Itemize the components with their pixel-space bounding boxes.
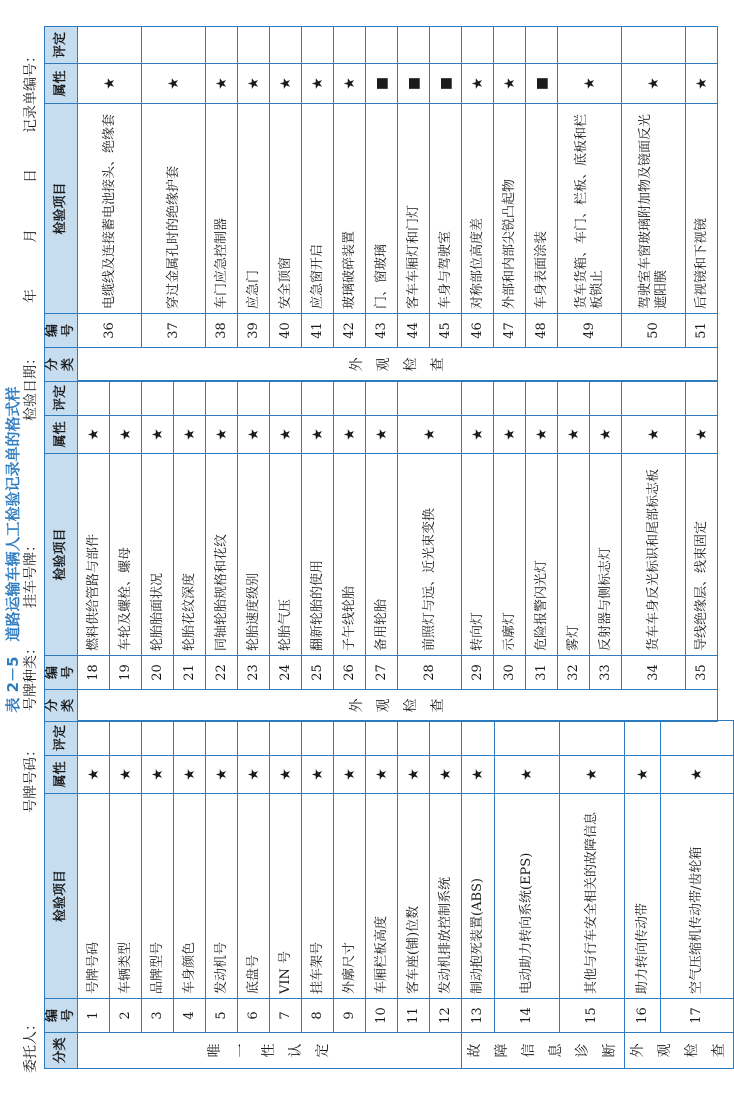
item-attribute: ★ bbox=[302, 756, 334, 794]
category-cell bbox=[78, 348, 718, 382]
trailer-plate-label: 挂车号牌： bbox=[23, 538, 39, 608]
rating-cell[interactable] bbox=[78, 721, 110, 756]
item-number: 27 bbox=[366, 656, 398, 690]
rating-cell[interactable] bbox=[270, 721, 302, 756]
client-label: 委托人： bbox=[23, 1017, 39, 1073]
item-number: 10 bbox=[366, 999, 398, 1033]
table-row bbox=[559, 721, 624, 1069]
item-attribute: ★ bbox=[558, 64, 622, 104]
rating-cell[interactable] bbox=[494, 381, 526, 416]
item-attribute: ■ bbox=[366, 64, 398, 104]
rating-cell[interactable] bbox=[142, 381, 174, 416]
item-name: 燃料供给管路与部件 bbox=[78, 454, 110, 656]
item-attribute: ★ bbox=[462, 416, 494, 454]
item-number: 26 bbox=[334, 656, 366, 690]
table-row bbox=[622, 381, 686, 722]
item-attribute: ★ bbox=[78, 64, 142, 104]
table-row bbox=[366, 721, 398, 1069]
item-number: 4 bbox=[174, 999, 206, 1033]
rating-cell[interactable] bbox=[430, 721, 462, 756]
item-name: 其他与行车安全相关的故障信息 bbox=[559, 794, 624, 999]
col-item: 检验项目 bbox=[45, 794, 78, 999]
col-attribute: 属性 bbox=[45, 64, 78, 104]
rating-cell[interactable] bbox=[302, 381, 334, 416]
rating-cell[interactable] bbox=[494, 27, 526, 64]
table-row bbox=[270, 721, 302, 1069]
item-attribute: ★ bbox=[625, 756, 661, 794]
item-attribute: ★ bbox=[206, 756, 238, 794]
item-name: 备用轮胎 bbox=[366, 454, 398, 656]
table-row bbox=[494, 721, 559, 1069]
item-name: 电动助力转向系统(EPS) bbox=[494, 794, 559, 999]
col-rating: 评定 bbox=[45, 381, 78, 416]
item-attribute: ★ bbox=[494, 64, 526, 104]
table-row bbox=[78, 27, 142, 382]
table-row bbox=[590, 381, 622, 722]
item-name: 玻璃破碎装置 bbox=[334, 104, 366, 314]
rating-cell[interactable] bbox=[430, 27, 462, 64]
table-row bbox=[430, 721, 462, 1069]
rating-cell[interactable] bbox=[302, 721, 334, 756]
rating-cell[interactable] bbox=[238, 27, 270, 64]
rating-cell[interactable] bbox=[110, 381, 142, 416]
item-number: 39 bbox=[238, 314, 270, 348]
item-name: 车门应急控制器 bbox=[206, 104, 238, 314]
col-number: 编号 bbox=[45, 999, 78, 1033]
item-number: 23 bbox=[238, 656, 270, 690]
rating-cell[interactable] bbox=[334, 27, 366, 64]
item-number: 16 bbox=[625, 999, 661, 1033]
item-attribute: ★ bbox=[622, 416, 686, 454]
category-label: 唯一性认定 bbox=[207, 1043, 331, 1058]
rating-cell[interactable] bbox=[206, 721, 238, 756]
item-name: 安全顶窗 bbox=[270, 104, 302, 314]
category-label: 外观检查 bbox=[630, 1043, 727, 1058]
item-number: 21 bbox=[174, 656, 206, 690]
rating-cell[interactable] bbox=[559, 721, 624, 756]
item-name: 车辆类型 bbox=[110, 794, 142, 999]
rating-cell[interactable] bbox=[334, 381, 366, 416]
item-number: 14 bbox=[494, 999, 559, 1033]
rating-cell[interactable] bbox=[686, 27, 718, 64]
item-name: 客车座(铺)位数 bbox=[398, 794, 430, 999]
item-attribute: ★ bbox=[110, 416, 142, 454]
item-attribute: ★ bbox=[334, 64, 366, 104]
category-label: 外观检查 bbox=[348, 698, 446, 713]
item-attribute: ★ bbox=[78, 756, 110, 794]
item-number: 20 bbox=[142, 656, 174, 690]
table-row bbox=[110, 721, 142, 1069]
item-attribute: ★ bbox=[142, 756, 174, 794]
table-row bbox=[142, 381, 174, 722]
col-category: 分类 bbox=[45, 690, 78, 722]
table-row bbox=[558, 381, 590, 722]
table-row bbox=[494, 27, 526, 382]
col-rating: 评定 bbox=[45, 27, 78, 64]
item-number: 38 bbox=[206, 314, 238, 348]
item-name: 翻新轮胎的使用 bbox=[302, 454, 334, 656]
item-attribute: ★ bbox=[302, 416, 334, 454]
item-number: 18 bbox=[78, 656, 110, 690]
item-number: 46 bbox=[462, 314, 494, 348]
item-number: 51 bbox=[686, 314, 718, 348]
item-attribute: ★ bbox=[686, 64, 718, 104]
item-number: 19 bbox=[110, 656, 142, 690]
item-name: 应急门 bbox=[238, 104, 270, 314]
item-attribute: ★ bbox=[302, 64, 334, 104]
year-label: 年 bbox=[23, 289, 39, 303]
item-name: 空气压缩机传动带/齿轮箱 bbox=[661, 794, 734, 999]
table-row bbox=[526, 381, 558, 722]
item-attribute: ★ bbox=[462, 64, 494, 104]
table-row bbox=[78, 381, 110, 722]
item-name: 发动机号 bbox=[206, 794, 238, 999]
item-attribute: ★ bbox=[494, 416, 526, 454]
item-number: 43 bbox=[366, 314, 398, 348]
item-attribute: ★ bbox=[366, 756, 398, 794]
table-row bbox=[366, 381, 398, 722]
inspection-table-2 bbox=[44, 380, 718, 722]
rating-cell[interactable] bbox=[526, 381, 558, 416]
rating-cell[interactable] bbox=[366, 721, 398, 756]
rating-cell[interactable] bbox=[398, 27, 430, 64]
table-row bbox=[174, 721, 206, 1069]
item-name: 外部和内部尖锐凸起物 bbox=[494, 104, 526, 314]
category-cell bbox=[78, 1033, 462, 1069]
rating-cell[interactable] bbox=[270, 27, 302, 64]
item-attribute: ★ bbox=[270, 416, 302, 454]
table-row bbox=[622, 27, 686, 382]
rating-cell[interactable] bbox=[334, 721, 366, 756]
rating-cell[interactable] bbox=[366, 381, 398, 416]
table-row bbox=[238, 27, 270, 382]
item-name: 示廓灯 bbox=[494, 454, 526, 656]
col-item: 检验项目 bbox=[45, 104, 78, 314]
item-number: 40 bbox=[270, 314, 302, 348]
rating-cell[interactable] bbox=[398, 381, 462, 416]
rating-cell[interactable] bbox=[142, 27, 206, 64]
item-name: 车身颜色 bbox=[174, 794, 206, 999]
col-attribute: 属性 bbox=[45, 756, 78, 794]
item-name: 对称部位高度差 bbox=[462, 104, 494, 314]
table-row bbox=[686, 27, 718, 382]
rating-cell[interactable] bbox=[622, 27, 686, 64]
item-number: 8 bbox=[302, 999, 334, 1033]
item-name: 车厢栏板高度 bbox=[366, 794, 398, 999]
item-name: 号牌号码 bbox=[78, 794, 110, 999]
item-attribute: ★ bbox=[494, 756, 559, 794]
item-attribute: ★ bbox=[526, 416, 558, 454]
item-name: 转向灯 bbox=[462, 454, 494, 656]
rating-cell[interactable] bbox=[78, 27, 142, 64]
rating-cell[interactable] bbox=[558, 27, 622, 64]
table-row bbox=[558, 27, 622, 382]
item-attribute: ★ bbox=[206, 64, 238, 104]
table-row bbox=[625, 721, 661, 1069]
item-attribute: ★ bbox=[142, 64, 206, 104]
table-row bbox=[494, 381, 526, 722]
table-row bbox=[78, 721, 110, 1069]
category-label: 故障信息诊断 bbox=[467, 1043, 618, 1058]
item-attribute: ★ bbox=[661, 756, 734, 794]
table-row bbox=[526, 27, 558, 382]
item-attribute: ★ bbox=[398, 756, 430, 794]
item-name: 轮胎速度级别 bbox=[238, 454, 270, 656]
item-attribute: ★ bbox=[398, 416, 462, 454]
table-row bbox=[462, 381, 494, 722]
item-number: 22 bbox=[206, 656, 238, 690]
record-no-label: 记录单编号： bbox=[23, 49, 39, 133]
item-number: 28 bbox=[398, 656, 462, 690]
item-number: 31 bbox=[526, 656, 558, 690]
table-row bbox=[110, 381, 142, 722]
table-row bbox=[270, 27, 302, 382]
item-name: 驾驶室车窗玻璃附加物及镜面反光遮阳膜 bbox=[622, 104, 686, 314]
item-number: 13 bbox=[462, 999, 495, 1033]
rating-cell[interactable] bbox=[270, 381, 302, 416]
item-name: 货车货箱、车门、栏板、底板和栏板锁止 bbox=[558, 104, 622, 314]
item-number: 5 bbox=[206, 999, 238, 1033]
month-label: 月 bbox=[23, 229, 39, 243]
item-name: 发动机排放控制系统 bbox=[430, 794, 462, 999]
item-name: 轮胎气压 bbox=[270, 454, 302, 656]
item-name: 电缆线及连接蓄电池接头、绝缘套 bbox=[78, 104, 142, 314]
item-number: 34 bbox=[622, 656, 686, 690]
table-row bbox=[302, 721, 334, 1069]
item-name: 底盘号 bbox=[238, 794, 270, 999]
table-row bbox=[270, 381, 302, 722]
item-name: 后视镜和下视镜 bbox=[686, 104, 718, 314]
plate-type-label: 号牌种类： bbox=[23, 641, 39, 711]
item-name: 同轴轮胎规格和花纹 bbox=[206, 454, 238, 656]
item-attribute: ★ bbox=[174, 416, 206, 454]
table-row bbox=[398, 381, 462, 722]
table-row bbox=[302, 27, 334, 382]
item-number: 1 bbox=[78, 999, 110, 1033]
item-number: 37 bbox=[142, 314, 206, 348]
item-number: 41 bbox=[302, 314, 334, 348]
rating-cell[interactable] bbox=[206, 381, 238, 416]
item-name: 车身与驾驶室 bbox=[430, 104, 462, 314]
rating-cell[interactable] bbox=[238, 381, 270, 416]
table-row bbox=[334, 721, 366, 1069]
category-cell bbox=[78, 690, 718, 722]
table-row bbox=[334, 381, 366, 722]
item-number: 49 bbox=[558, 314, 622, 348]
item-name: 制动抱死装置(ABS) bbox=[462, 794, 495, 999]
item-number: 30 bbox=[494, 656, 526, 690]
item-attribute: ■ bbox=[430, 64, 462, 104]
item-number: 9 bbox=[334, 999, 366, 1033]
item-number: 12 bbox=[430, 999, 462, 1033]
item-name: 导线绝缘层、线束固定 bbox=[686, 454, 718, 656]
item-number: 7 bbox=[270, 999, 302, 1033]
table-row bbox=[462, 27, 494, 382]
item-name: 雾灯 bbox=[558, 454, 590, 656]
item-number: 25 bbox=[302, 656, 334, 690]
item-name: 货车车身反光标识和尾部标志板 bbox=[622, 454, 686, 656]
item-attribute: ■ bbox=[398, 64, 430, 104]
item-name: 轮胎胎面状况 bbox=[142, 454, 174, 656]
rating-cell[interactable] bbox=[462, 27, 494, 64]
item-attribute: ★ bbox=[110, 756, 142, 794]
item-number: 44 bbox=[398, 314, 430, 348]
day-label: 日 bbox=[23, 169, 39, 183]
col-category: 分类 bbox=[45, 348, 78, 382]
table-row bbox=[462, 721, 495, 1069]
plate-number-label: 号牌号码： bbox=[23, 743, 39, 813]
category-label: 外观检查 bbox=[348, 357, 446, 372]
item-name: 子午线轮胎 bbox=[334, 454, 366, 656]
rating-cell[interactable] bbox=[174, 721, 206, 756]
rating-cell[interactable] bbox=[366, 27, 398, 64]
item-number: 32 bbox=[558, 656, 590, 690]
col-item: 检验项目 bbox=[45, 454, 78, 656]
table-row bbox=[398, 721, 430, 1069]
col-attribute: 属性 bbox=[45, 416, 78, 454]
rating-cell[interactable] bbox=[78, 381, 110, 416]
item-name: 助力转向传动带 bbox=[625, 794, 661, 999]
table-row bbox=[398, 27, 430, 382]
item-attribute: ★ bbox=[270, 64, 302, 104]
rating-cell[interactable] bbox=[462, 381, 494, 416]
item-name: 客车车厢灯和门灯 bbox=[398, 104, 430, 314]
item-number: 48 bbox=[526, 314, 558, 348]
item-number: 3 bbox=[142, 999, 174, 1033]
table-row bbox=[238, 721, 270, 1069]
item-attribute: ★ bbox=[174, 756, 206, 794]
item-name: 车轮及螺栓、螺母 bbox=[110, 454, 142, 656]
col-rating: 评定 bbox=[45, 721, 78, 756]
item-name: 车身表面涂装 bbox=[526, 104, 558, 314]
item-number: 6 bbox=[238, 999, 270, 1033]
item-attribute: ★ bbox=[334, 756, 366, 794]
col-category: 分类 bbox=[45, 1033, 78, 1069]
col-number: 编号 bbox=[45, 656, 78, 690]
item-name: 门、窗玻璃 bbox=[366, 104, 398, 314]
item-attribute: ■ bbox=[526, 64, 558, 104]
item-attribute: ★ bbox=[558, 416, 590, 454]
item-number: 35 bbox=[686, 656, 718, 690]
item-name: 前照灯与远、近光束变换 bbox=[398, 454, 462, 656]
rating-cell[interactable] bbox=[110, 721, 142, 756]
inspection-table-3 bbox=[44, 26, 718, 382]
item-number: 11 bbox=[398, 999, 430, 1033]
item-attribute: ★ bbox=[206, 416, 238, 454]
table-row bbox=[334, 27, 366, 382]
table-row bbox=[206, 27, 238, 382]
rating-cell[interactable] bbox=[494, 721, 559, 756]
rating-cell[interactable] bbox=[206, 27, 238, 64]
category-cell bbox=[625, 1033, 734, 1069]
item-name: 轮胎花纹深度 bbox=[174, 454, 206, 656]
rating-cell[interactable] bbox=[558, 381, 590, 416]
item-name: 应急窗开启 bbox=[302, 104, 334, 314]
item-attribute: ★ bbox=[238, 64, 270, 104]
item-attribute: ★ bbox=[430, 756, 462, 794]
item-number: 2 bbox=[110, 999, 142, 1033]
item-name: 危险报警闪光灯 bbox=[526, 454, 558, 656]
rating-cell[interactable] bbox=[174, 381, 206, 416]
item-number: 45 bbox=[430, 314, 462, 348]
item-name: 品牌型号 bbox=[142, 794, 174, 999]
table-row bbox=[302, 381, 334, 722]
item-attribute: ★ bbox=[590, 416, 622, 454]
record-header bbox=[20, 23, 42, 1073]
col-number: 编号 bbox=[45, 314, 78, 348]
item-name: 外廓尺寸 bbox=[334, 794, 366, 999]
item-attribute: ★ bbox=[462, 756, 495, 794]
item-attribute: ★ bbox=[366, 416, 398, 454]
table-row bbox=[238, 381, 270, 722]
item-number: 47 bbox=[494, 314, 526, 348]
item-number: 24 bbox=[270, 656, 302, 690]
item-name: 穿过金属孔时的绝缘护套 bbox=[142, 104, 206, 314]
item-number: 29 bbox=[462, 656, 494, 690]
table-row bbox=[206, 381, 238, 722]
item-attribute: ★ bbox=[686, 416, 718, 454]
rating-cell[interactable] bbox=[526, 27, 558, 64]
table-row bbox=[174, 381, 206, 722]
item-attribute: ★ bbox=[559, 756, 624, 794]
table-row bbox=[430, 27, 462, 382]
rating-cell[interactable] bbox=[462, 721, 495, 756]
table-row bbox=[661, 721, 734, 1069]
table-row bbox=[366, 27, 398, 382]
item-attribute: ★ bbox=[238, 756, 270, 794]
item-attribute: ★ bbox=[78, 416, 110, 454]
inspect-date-label: 检验日期： bbox=[23, 351, 39, 421]
item-number: 50 bbox=[622, 314, 686, 348]
table-row bbox=[142, 27, 206, 382]
table-row bbox=[142, 721, 174, 1069]
item-number: 42 bbox=[334, 314, 366, 348]
rating-cell[interactable] bbox=[142, 721, 174, 756]
rating-cell[interactable] bbox=[398, 721, 430, 756]
rating-cell[interactable] bbox=[590, 381, 622, 416]
item-attribute: ★ bbox=[270, 756, 302, 794]
item-attribute: ★ bbox=[622, 64, 686, 104]
item-number: 17 bbox=[661, 999, 734, 1033]
table-row bbox=[686, 381, 718, 722]
item-number: 15 bbox=[559, 999, 624, 1033]
table-title: 表 2－5 道路运输车辆人工检验记录单的格式样 bbox=[4, 386, 22, 713]
rating-cell[interactable] bbox=[238, 721, 270, 756]
inspection-table-1 bbox=[44, 720, 734, 1069]
item-name: VIN 号 bbox=[270, 794, 302, 999]
table-row bbox=[206, 721, 238, 1069]
rating-cell[interactable] bbox=[625, 721, 661, 756]
rating-cell[interactable] bbox=[686, 381, 718, 416]
item-attribute: ★ bbox=[142, 416, 174, 454]
item-attribute: ★ bbox=[238, 416, 270, 454]
item-number: 33 bbox=[590, 656, 622, 690]
item-name: 挂车架号 bbox=[302, 794, 334, 999]
item-number: 36 bbox=[78, 314, 142, 348]
item-attribute: ★ bbox=[334, 416, 366, 454]
rating-cell[interactable] bbox=[661, 721, 734, 756]
rating-cell[interactable] bbox=[302, 27, 334, 64]
item-name: 反射器与侧标志灯 bbox=[590, 454, 622, 656]
rating-cell[interactable] bbox=[622, 381, 686, 416]
category-cell bbox=[462, 1033, 625, 1069]
